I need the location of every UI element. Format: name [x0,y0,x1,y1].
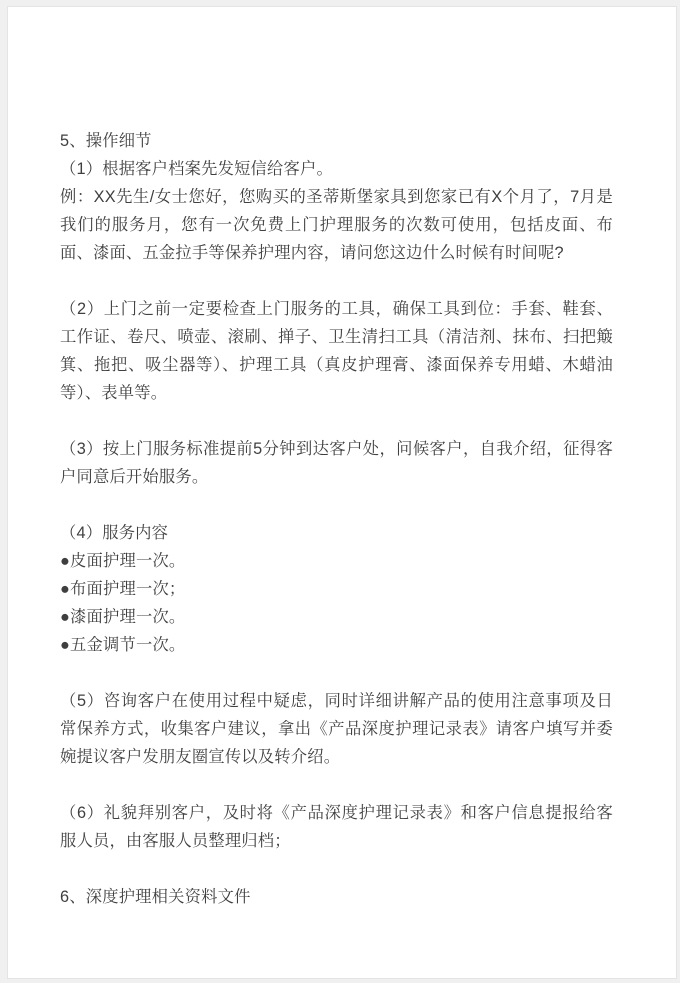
bullet-icon: ● [60,552,71,570]
bullet-icon: ● [60,608,71,626]
bullet-icon: ● [60,636,71,654]
section-5-step-1-example: 例：XX先生/女士您好，您购买的圣蒂斯堡家具到您家已有X个月了，7月是我们的服务月，您有一次免费上门护理服务的次数可使用，包括皮面、布面、漆面、五金拉手等保养护理内容，请问您这边什么时候有时间呢? [60,188,613,262]
section-5-step-1: （1）根据客户档案先发短信给客户。 [60,160,333,178]
document-page [7,6,677,979]
service-item-hardware [60,631,613,659]
section-5-step-6: （6）礼貌拜别客户，及时将《产品深度护理记录表》和客户信息提报给客服人员，由客服人员整理归档； [60,804,613,850]
service-item-paint [60,603,613,631]
section-5-heading: 5、操作细节 [60,132,152,150]
service-item-label: 漆面护理一次。 [70,608,186,626]
section-5-step-4-heading: （4）服务内容 [60,524,169,542]
service-item-label: 布面护理一次； [70,580,186,598]
bullet-icon: ● [60,580,71,598]
section-5-step-5: （5）咨询客户在使用过程中疑虑，同时详细讲解产品的使用注意事项及日常保养方式，收集客户建议，拿出《产品深度护理记录表》请客户填写并委婉提议客户发朋友圈宣传以及转介绍。 [60,692,613,766]
service-item-label: 皮面护理一次。 [70,552,186,570]
section-6-heading: 6、深度护理相关资料文件 [60,888,251,906]
section-5-step-3: （3）按上门服务标准提前5分钟到达客户处，问候客户，自我介绍，征得客户同意后开始服务。 [60,440,613,486]
service-item-leather [60,547,613,575]
service-item-fabric [60,575,613,603]
section-5-step-2: （2）上门之前一定要检查上门服务的工具，确保工具到位：手套、鞋套、工作证、卷尺、喷壶、滚刷、掸子、卫生清扫工具（清洁剂、抹布、扫把簸箕、拖把、吸尘器等）、护理工具（真皮护理膏、漆面保养专用蜡、木蜡油等）、表单等。 [60,300,613,402]
service-item-label: 五金调节一次。 [70,636,186,654]
